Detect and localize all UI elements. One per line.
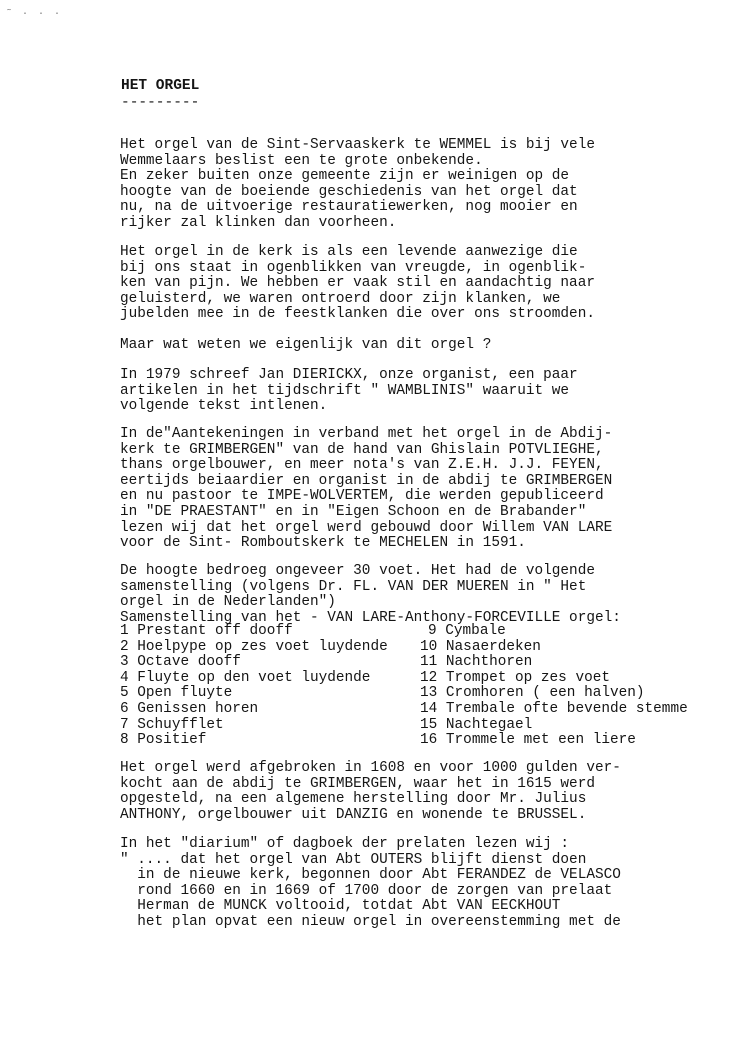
list-item: 10 Nasaerdeken: [420, 638, 541, 655]
page-title: HET ORGEL: [121, 78, 200, 94]
title-underline: ---------: [121, 95, 200, 111]
paragraph-diarium: In het "diarium" of dagboek der prelaten lezen wij : " .... dat het orgel van Abt OUTERS blijft dienst doen in de nieuwe kerk, begonnen door Abt FERANDEZ de VELASCO rond 1660 en in 1669 of 1700 door de zorgen van prelaat Herman de MUNCK voltooid, totdat Abt VAN EECKHOUT het plan opvat een nieuw orgel in overeenstemming met de: [120, 836, 621, 930]
list-item: 12 Trompet op zes voet: [420, 669, 610, 686]
list-item: 4 Fluyte op den voet luydende: [120, 669, 371, 686]
paragraph-living-presence: Het orgel in de kerk is als een levende aanwezige die bij ons staat in ogenblikken van vreugde, in ogenblik- ken van pijn. We hebben er vaak stil en aandachtig naar geluisterd, we waren ontroerd door zijn klanken, we jubelden mee in de feestklanken die over ons stroomden.: [120, 244, 595, 323]
paragraph-wamblinis: In 1979 schreef Jan DIERICKX, onze organist, een paar artikelen in het tijdschrift " WAMBLINIS" waaruit we volgende tekst intlenen.: [120, 367, 578, 415]
list-item: 14 Trembale ofte bevende stemme: [420, 700, 688, 717]
list-item: 2 Hoelpype op zes voet luydende: [120, 638, 388, 655]
list-item: 6 Genissen horen: [120, 700, 259, 717]
list-item: 16 Trommele met een liere: [420, 732, 636, 749]
list-item: 9 Cymbale: [428, 623, 506, 639]
paragraph-aantekeningen: In de"Aantekeningen in verband met het orgel in de Abdij- kerk te GRIMBERGEN" van de hand van Ghislain POTVLIEGHE, thans orgelbouwer, en meer nota's van Z.E.H. J.J. FEYEN, eertijds beiaardier en organist in de abdij te GRIMBERGEN en nu pastoor te IMPE-WOLVERTEM, die werden gepubliceerd in "DE PRAESTANT" en in "Eigen Schoon en de Brabander" lezen wij dat het orgel werd gebouwd door Willem VAN LARE voor de Sint- Romboutskerk te MECHELEN in 1591.: [120, 426, 613, 552]
paragraph-afgebroken: Het orgel werd afgebroken in 1608 en voor 1000 gulden ver- kocht aan de abdij te GRIMBERGEN, waar het in 1615 werd opgesteld, na een algemene herstelling door Mr. Julius ANTHONY, orgelbouwer uit DANZIG en wonende te BRUSSEL.: [120, 760, 621, 823]
list-item: 5 Open fluyte: [120, 685, 233, 702]
list-item: 7 Schuyfflet: [120, 716, 224, 733]
list-item: 13 Cromhoren ( een halven): [420, 685, 645, 702]
list-item: 1 Prestant off dooff: [120, 623, 293, 639]
scan-marks: ˜ · · ·: [6, 9, 63, 20]
list-item: 8 Positief: [120, 732, 207, 749]
paragraph-intro: Het orgel van de Sint-Servaaskerk te WEMMEL is bij vele Wemmelaars beslist een te grote onbekende. En zeker buiten onze gemeente zijn er weinigen op de hoogte van de boeiende geschiedenis van het orgel dat nu, na de uitvoerige restauratiewerken, nog mooier en rijker zal klinken dan voorheen.: [120, 137, 595, 231]
register-list-left: [120, 624, 388, 749]
paragraph-question: Maar wat weten we eigenlijk van dit orgel ?: [120, 337, 492, 353]
paragraph-samenstelling: De hoogte bedroeg ongeveer 30 voet. Het had de volgende samenstelling (volgens Dr. FL. VAN DER MUEREN in " Het orgel in de Nederlanden") Samenstelling van het - VAN LARE-Anthony-FORCEVILLE orgel:: [120, 563, 621, 626]
list-item: 11 Nachthoren: [420, 654, 533, 671]
list-item: 15 Nachtegael: [420, 716, 533, 733]
list-item: 3 Octave dooff: [120, 654, 241, 671]
register-list-right: [420, 624, 688, 749]
